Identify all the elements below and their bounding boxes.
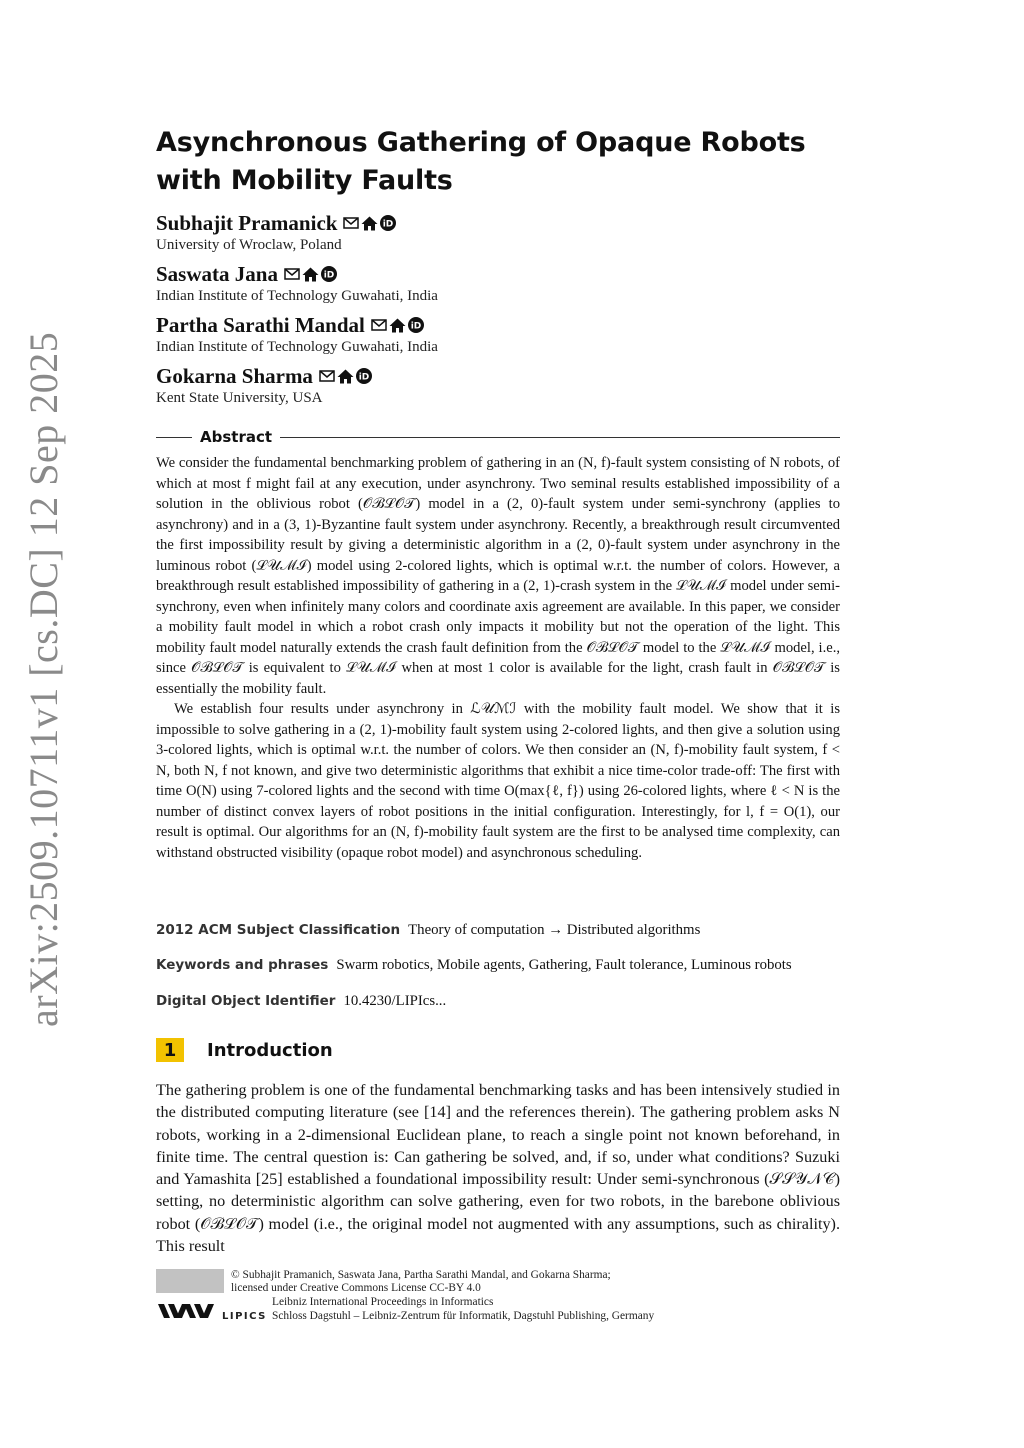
- orcid-icon[interactable]: [380, 215, 396, 231]
- doi-link[interactable]: 10.4230/LIPIcs...: [343, 993, 447, 1009]
- abstract-label: Abstract: [200, 428, 273, 446]
- heading-rule: [280, 437, 840, 438]
- abstract-body: [156, 453, 840, 863]
- section-number-badge: 1: [156, 1038, 184, 1062]
- home-icon[interactable]: [361, 216, 378, 231]
- abstract-paragraph: We consider the fundamental benchmarking problem of gathering in an (N, f)-fault system consisting of N robots, of which at most f might fail at any execution, under asynchrony. Two seminal results established impossibility of a solution in the oblivious robot (𝒪ℬℒ𝒪𝒯) model in a (2, 0)-fault system under semi-synchrony (applies to asynchrony) and in a (3, 1)-Byzantine fault system under asynchrony. Recently, a breakthrough result circumvented the first impossibility result by giving a deterministic algorithm in a (2, 0)-fault system under asynchrony in the luminous robot (ℒ𝒰ℳℐ) model using 2-colored lights, which is optimal w.r.t. the number of colors. However, a breakthrough result established impossibility of gathering in a (2, 1)-crash system in the ℒ𝒰ℳℐ model under semi-synchrony, even when infinitely many colors and coordinate axis agreement are available. In this paper, we consider a mobility fault model in which a robot crash only impacts it mobility but not the operation of the light. This mobility fault model naturally extends the crash fault definition from the 𝒪ℬℒ𝒪𝒯 model to the ℒ𝒰ℳℐ model, i.e., since 𝒪ℬℒ𝒪𝒯 is equivalent to ℒ𝒰ℳℐ when at most 1 color is available for the light, crash fault in 𝒪ℬℒ𝒪𝒯 is essentially the mobility fault.: [156, 455, 840, 697]
- publisher-line: Schloss Dagstuhl – Leibniz-Zentrum für Informatik, Dagstuhl Publishing, Germany: [272, 1310, 655, 1322]
- meta-label: Digital Object Identifier: [156, 993, 336, 1009]
- meta-label: Keywords and phrases: [156, 957, 329, 973]
- home-icon[interactable]: [389, 318, 406, 333]
- acm-classification: [156, 920, 840, 940]
- body-paragraph: The gathering problem is one of the fundamental benchmarking tasks and has been intensively studied in the distributed computing literature (see [14] and the references therein). The gathering problem asks N robots, working in a 2-dimensional Euclidean plane, to reach a single point not known beforehand, in finite time. The central question is: Can gathering be solved, and, if so, under what conditions? Suzuki and Yamashita [25] established a foundational impossibility result: Under semi-synchronous (𝒮𝒮𝒴𝒩𝒞) setting, no deterministic algorithm can solve gathering, even for two robots, in the barebone oblivious robot (𝒪ℬℒ𝒪𝒯) model (i.e., the original model not augmented with any assumptions, such as chirality). This result: [156, 1081, 840, 1256]
- meta-value: Theory of computation → Distributed algorithms: [408, 922, 701, 938]
- author-name: Saswata Jana: [156, 262, 278, 286]
- meta-value: Swarm robotics, Mobile agents, Gathering, Fault tolerance, Luminous robots: [336, 957, 792, 973]
- author-affiliation: Indian Institute of Technology Guwahati, India: [156, 339, 438, 355]
- paper-title: Asynchronous Gathering of Opaque Robots with Mobility Faults: [156, 127, 806, 196]
- author-affiliation: University of Wroclaw, Poland: [156, 237, 342, 253]
- email-icon[interactable]: [343, 216, 359, 230]
- meta-label: 2012 ACM Subject Classification: [156, 922, 401, 938]
- author-block: [156, 210, 840, 254]
- svg-text:iD: iD: [383, 219, 394, 230]
- license-line: licensed under Creative Commons License CC-BY 4.0: [231, 1282, 481, 1294]
- svg-text:iD: iD: [358, 372, 370, 383]
- email-icon[interactable]: [371, 318, 387, 332]
- email-icon[interactable]: [319, 369, 335, 383]
- svg-text:iD: iD: [410, 321, 422, 332]
- arxiv-identifier-stamp: arXiv:2509.10711v1 [cs.DC] 12 Sep 2025: [21, 331, 66, 1027]
- lipics-logo-icon: [158, 1300, 218, 1322]
- author-affiliation: Indian Institute of Technology Guwahati, India: [156, 288, 438, 304]
- cc-license-badge: [156, 1269, 224, 1293]
- section-title: Introduction: [207, 1039, 333, 1061]
- author-block: [156, 261, 840, 305]
- keywords: [156, 955, 840, 975]
- author-block: [156, 312, 840, 356]
- author-name: Partha Sarathi Mandal: [156, 313, 365, 337]
- author-list: [156, 210, 840, 414]
- doi: [156, 991, 840, 1011]
- home-icon[interactable]: [337, 369, 354, 384]
- abstract-paragraph: We establish four results under asynchrony in ℒ𝒰ℳℐ with the mobility fault model. We show that it is impossible to solve gathering in a (2, 1)-mobility fault system using 2-colored lights, and then give a solution using 3-colored lights, which is optimal w.r.t. the number of colors. We then consider an (N, f)-mobility fault system, f < N, both N, f not known, and give two deterministic algorithms that exhibit a nice time-color trade-off: The first with time O(N) using 7-colored lights and the second with time O(max{ℓ, f}) using 26-colored lights, where ℓ < N is the number of distinct convex layers of robot positions in the initial configuration. Interestingly, for l, f = O(1), our result is optimal. Our algorithms for an (N, f)-mobility fault system are the first to be analysed time complexity, can withstand obstructed visibility (opaque robot model) and asynchronous scheduling.: [156, 701, 840, 861]
- lipics-wordmark: LIPICS: [222, 1311, 267, 1322]
- email-icon[interactable]: [284, 267, 300, 281]
- copyright-line: © Subhajit Pramanich, Saswata Jana, Partha Sarathi Mandal, and Gokarna Sharma;: [231, 1269, 611, 1281]
- svg-text:iD: iD: [323, 270, 335, 281]
- author-block: [156, 363, 840, 407]
- author-name: Subhajit Pramanick: [156, 211, 338, 235]
- orcid-icon[interactable]: [408, 317, 424, 333]
- orcid-icon[interactable]: [356, 368, 372, 384]
- orcid-icon[interactable]: [321, 266, 337, 282]
- section-heading: [156, 1038, 333, 1062]
- author-name: Gokarna Sharma: [156, 364, 313, 388]
- home-icon[interactable]: [302, 267, 319, 282]
- abstract-heading: [156, 427, 840, 447]
- introduction-body: [156, 1079, 840, 1257]
- series-line: Leibniz International Proceedings in Informatics: [272, 1296, 494, 1308]
- author-affiliation: Kent State University, USA: [156, 390, 323, 406]
- heading-rule: [156, 437, 192, 438]
